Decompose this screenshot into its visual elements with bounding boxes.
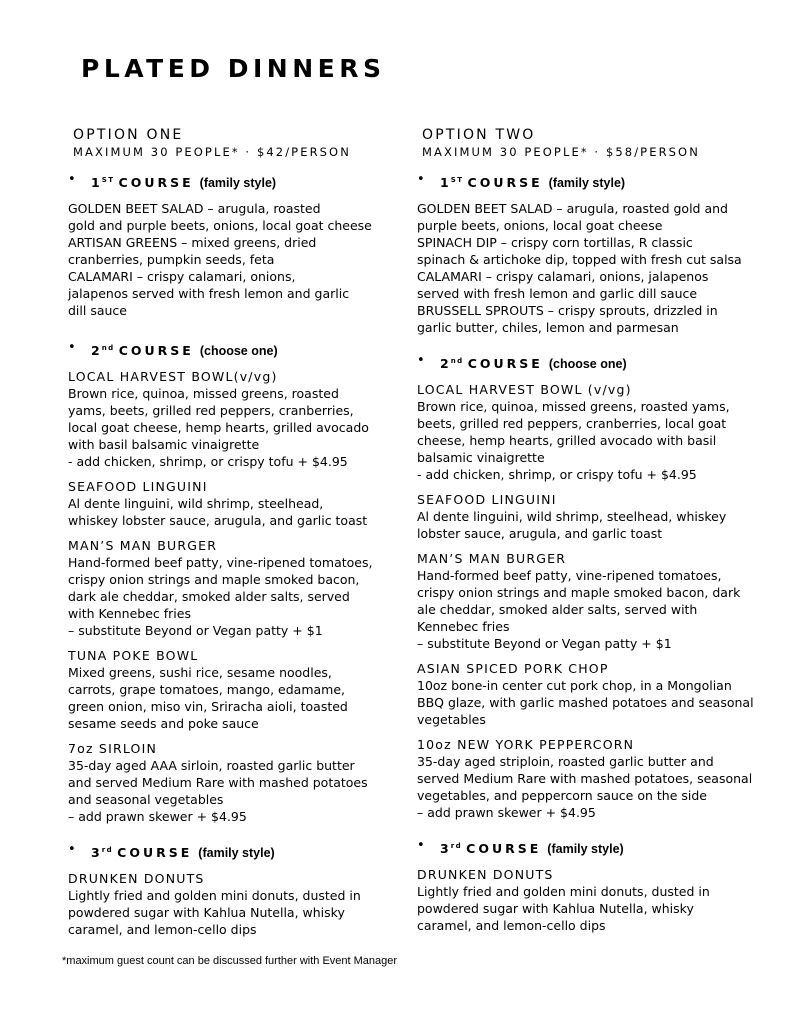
dish-description-line: green onion, miso vin, Sriracha aioli, toasted bbox=[68, 699, 348, 714]
spacer bbox=[68, 639, 386, 647]
dish-description-line: - add chicken, shrimp, or crispy tofu + $4.95 bbox=[417, 467, 697, 482]
dish-description-line: Brown rice, quinoa, missed greens, roasted bbox=[68, 386, 339, 401]
course-number-suffix: nd bbox=[101, 344, 115, 352]
menu-item bbox=[417, 234, 767, 268]
menu-item bbox=[417, 550, 767, 652]
dish-description-line: GOLDEN BEET SALAD – arugula, roasted gold and bbox=[417, 201, 728, 216]
menu-item bbox=[417, 381, 767, 483]
dish-name: DRUNKEN DONUTS bbox=[68, 871, 205, 886]
dish-name: ASIAN SPICED PORK CHOP bbox=[417, 661, 609, 676]
course-note: (choose one) bbox=[548, 357, 627, 371]
course-number bbox=[440, 175, 464, 190]
menu-item bbox=[68, 870, 386, 938]
course-number-digit: 3 bbox=[440, 841, 451, 856]
menu-item bbox=[68, 368, 386, 470]
dish-description-line: SPINACH DIP – crispy corn tortillas, R classic bbox=[417, 235, 693, 250]
dish-description-line: CALAMARI – crispy calamari, onions, jalapenos bbox=[417, 269, 709, 284]
course-number bbox=[440, 841, 462, 856]
course-number-suffix: rd bbox=[450, 842, 463, 850]
course-note: (family style) bbox=[548, 176, 626, 190]
course-heading bbox=[68, 171, 386, 192]
course-note: (choose one) bbox=[199, 344, 278, 358]
bullet-icon: • bbox=[68, 340, 76, 355]
spacer bbox=[417, 829, 767, 837]
course-items bbox=[68, 368, 386, 825]
dish-description-line: Brown rice, quinoa, missed greens, roasted yams, bbox=[417, 399, 730, 414]
menu-item bbox=[68, 268, 386, 319]
dish-name: LOCAL HARVEST BOWL (v/vg) bbox=[417, 382, 632, 397]
option-subtitle: MAXIMUM 30 PEOPLE* · $58/PERSON bbox=[422, 145, 700, 159]
course-note: (family style) bbox=[198, 846, 275, 860]
dish-description-line: caramel, and lemon-cello dips bbox=[68, 922, 257, 937]
dish-description-line: crispy onion strings and maple smoked bacon, bbox=[68, 572, 360, 587]
dish-description-line: – add prawn skewer + $4.95 bbox=[68, 809, 247, 824]
dish-description-line: sesame seeds and poke sauce bbox=[68, 716, 259, 731]
dish-description-line: served Medium Rare with mashed potatoes, seasonal bbox=[417, 771, 753, 786]
dish-description-line: with basil balsamic vinaigrette bbox=[68, 437, 260, 452]
dish-name: MAN’S MAN BURGER bbox=[68, 538, 218, 553]
course-heading bbox=[417, 352, 767, 373]
course-note: (family style) bbox=[199, 176, 277, 190]
spacer bbox=[68, 331, 386, 339]
dish-description-line: powdered sugar with Kahlua Nutella, whisky bbox=[417, 901, 694, 916]
dish-description-line: GOLDEN BEET SALAD – arugula, roasted bbox=[68, 201, 321, 216]
dish-name: DRUNKEN DONUTS bbox=[417, 867, 554, 882]
dish-description-line: dill sauce bbox=[68, 303, 127, 318]
dish-name: LOCAL HARVEST BOWL(v/vg) bbox=[68, 369, 278, 384]
menu-item bbox=[417, 268, 767, 302]
course-items bbox=[68, 200, 386, 319]
course-note: (family style) bbox=[547, 842, 624, 856]
dish-description-line: dark ale cheddar, smoked alder salts, served bbox=[68, 589, 350, 604]
spacer bbox=[68, 470, 386, 478]
course-word: COURSE bbox=[118, 175, 194, 190]
dish-description-line: – add prawn skewer + $4.95 bbox=[417, 805, 596, 820]
dish-description-line: BRUSSELL SPROUTS – crispy sprouts, drizzled in bbox=[417, 303, 718, 318]
dish-description-line: Mixed greens, sushi rice, sesame noodles, bbox=[68, 665, 332, 680]
page-title: PLATED DINNERS bbox=[81, 54, 386, 83]
dish-name: 7oz SIRLOIN bbox=[68, 741, 158, 756]
course-number-suffix: rd bbox=[101, 846, 114, 854]
spacer bbox=[417, 483, 767, 491]
dish-description-line: CALAMARI – crispy calamari, onions, bbox=[68, 269, 296, 284]
spacer bbox=[68, 825, 386, 833]
menu-item bbox=[68, 647, 386, 732]
course-number-digit: 1 bbox=[91, 175, 102, 190]
dish-description-line: and served Medium Rare with mashed potatoes bbox=[68, 775, 368, 790]
dish-description-line: Al dente linguini, wild shrimp, steelhead, bbox=[68, 496, 324, 511]
bullet-icon: • bbox=[68, 842, 76, 857]
dish-description-line: 35-day aged striploin, roasted garlic butter and bbox=[417, 754, 714, 769]
spacer bbox=[68, 529, 386, 537]
dish-description-line: with Kennebec fries bbox=[68, 606, 191, 621]
course-word: COURSE bbox=[118, 343, 194, 358]
option-one-column bbox=[68, 126, 386, 938]
dish-description-line: vegetables, and peppercorn sauce on the side bbox=[417, 788, 707, 803]
course-word: COURSE bbox=[467, 175, 543, 190]
bullet-icon: • bbox=[417, 838, 425, 853]
course-number-digit: 3 bbox=[91, 845, 102, 860]
course-heading bbox=[68, 339, 386, 360]
dish-description-line: Kennebec fries bbox=[417, 619, 510, 634]
spacer bbox=[417, 344, 767, 352]
dish-description-line: spinach & artichoke dip, topped with fresh cut salsa bbox=[417, 252, 742, 267]
course-items bbox=[68, 870, 386, 938]
spacer bbox=[417, 728, 767, 736]
course-number bbox=[91, 343, 115, 358]
menu-item bbox=[417, 491, 767, 542]
course-number-suffix: ST bbox=[450, 176, 464, 184]
footnote: *maximum guest count can be discussed further with Event Manager bbox=[62, 955, 398, 967]
course-number-suffix: ST bbox=[101, 176, 115, 184]
dish-description-line: Hand-formed beef patty, vine-ripened tomatoes, bbox=[417, 568, 722, 583]
course-word: COURSE bbox=[467, 356, 543, 371]
spacer bbox=[417, 336, 767, 344]
dish-description-line: garlic butter, chiles, lemon and parmesan bbox=[417, 320, 679, 335]
dish-description-line: BBQ glaze, with garlic mashed potatoes and seasonal bbox=[417, 695, 754, 710]
course-heading bbox=[68, 841, 386, 862]
spacer bbox=[68, 732, 386, 740]
menu-item bbox=[68, 234, 386, 268]
course-word: COURSE bbox=[117, 845, 193, 860]
menu-item bbox=[68, 740, 386, 825]
dish-description-line: – substitute Beyond or Vegan patty + $1 bbox=[68, 623, 323, 638]
dish-description-line: yams, beets, grilled red peppers, cranberries, bbox=[68, 403, 354, 418]
dish-description-line: cranberries, pumpkin seeds, feta bbox=[68, 252, 275, 267]
dish-name: MAN’S MAN BURGER bbox=[417, 551, 567, 566]
menu-item bbox=[68, 200, 386, 234]
dish-name: TUNA POKE BOWL bbox=[68, 648, 199, 663]
menu-item bbox=[417, 200, 767, 234]
dish-description-line: gold and purple beets, onions, local goat cheese bbox=[68, 218, 372, 233]
menu-item bbox=[417, 302, 767, 336]
course-number bbox=[91, 845, 113, 860]
course-number-digit: 2 bbox=[440, 356, 451, 371]
dish-description-line: purple beets, onions, local goat cheese bbox=[417, 218, 663, 233]
bullet-icon: • bbox=[417, 353, 425, 368]
menu-item bbox=[68, 537, 386, 639]
menu-item bbox=[68, 478, 386, 529]
dish-description-line: Al dente linguini, wild shrimp, steelhead, whiskey bbox=[417, 509, 727, 524]
spacer bbox=[68, 833, 386, 841]
dish-description-line: cheese, hemp hearts, grilled avocado with basil bbox=[417, 433, 717, 448]
dish-description-line: - add chicken, shrimp, or crispy tofu + $4.95 bbox=[68, 454, 348, 469]
spacer bbox=[417, 821, 767, 829]
dish-description-line: and seasonal vegetables bbox=[68, 792, 224, 807]
dish-description-line: jalapenos served with fresh lemon and garlic bbox=[68, 286, 350, 301]
dish-description-line: ale cheddar, smoked alder salts, served with bbox=[417, 602, 698, 617]
option-title: OPTION ONE bbox=[73, 127, 184, 143]
spacer bbox=[68, 319, 386, 331]
course-heading bbox=[417, 171, 767, 192]
dish-description-line: crispy onion strings and maple smoked bacon, dark bbox=[417, 585, 741, 600]
dish-description-line: balsamic vinaigrette bbox=[417, 450, 545, 465]
option-subtitle: MAXIMUM 30 PEOPLE* · $42/PERSON bbox=[73, 145, 351, 159]
course-number bbox=[440, 356, 464, 371]
dish-name: 10oz NEW YORK PEPPERCORN bbox=[417, 737, 635, 752]
bullet-icon: • bbox=[417, 172, 425, 187]
course-items bbox=[417, 866, 767, 934]
dish-name: SEAFOOD LINGUINI bbox=[417, 492, 557, 507]
course-number-suffix: nd bbox=[450, 357, 464, 365]
dish-description-line: vegetables bbox=[417, 712, 486, 727]
dish-description-line: Lightly fried and golden mini donuts, dusted in bbox=[68, 888, 361, 903]
course-number-digit: 2 bbox=[91, 343, 102, 358]
dish-description-line: whiskey lobster sauce, arugula, and garlic toast bbox=[68, 513, 368, 528]
dish-description-line: 35-day aged AAA sirloin, roasted garlic butter bbox=[68, 758, 355, 773]
dish-description-line: lobster sauce, arugula, and garlic toast bbox=[417, 526, 663, 541]
option-two-column bbox=[417, 126, 767, 934]
dish-description-line: caramel, and lemon-cello dips bbox=[417, 918, 606, 933]
option-title: OPTION TWO bbox=[422, 127, 536, 143]
dish-description-line: – substitute Beyond or Vegan patty + $1 bbox=[417, 636, 672, 651]
course-heading bbox=[417, 837, 767, 858]
menu-item bbox=[417, 866, 767, 934]
dish-description-line: served with fresh lemon and garlic dill sauce bbox=[417, 286, 698, 301]
dish-description-line: Lightly fried and golden mini donuts, dusted in bbox=[417, 884, 710, 899]
menu-item bbox=[417, 736, 767, 821]
bullet-icon: • bbox=[68, 172, 76, 187]
dish-description-line: Hand-formed beef patty, vine-ripened tomatoes, bbox=[68, 555, 373, 570]
dish-description-line: ARTISAN GREENS – mixed greens, dried bbox=[68, 235, 317, 250]
dish-name: SEAFOOD LINGUINI bbox=[68, 479, 208, 494]
dish-description-line: carrots, grape tomatoes, mango, edamame, bbox=[68, 682, 345, 697]
dish-description-line: local goat cheese, hemp hearts, grilled avocado bbox=[68, 420, 369, 435]
course-items bbox=[417, 381, 767, 821]
course-number bbox=[91, 175, 115, 190]
course-number-digit: 1 bbox=[440, 175, 451, 190]
spacer bbox=[417, 652, 767, 660]
course-items bbox=[417, 200, 767, 336]
dish-description-line: powdered sugar with Kahlua Nutella, whisky bbox=[68, 905, 345, 920]
menu-item bbox=[417, 660, 767, 728]
dish-description-line: 10oz bone-in center cut pork chop, in a Mongolian bbox=[417, 678, 732, 693]
dish-description-line: beets, grilled red peppers, cranberries, local goat bbox=[417, 416, 727, 431]
course-word: COURSE bbox=[466, 841, 542, 856]
spacer bbox=[417, 542, 767, 550]
